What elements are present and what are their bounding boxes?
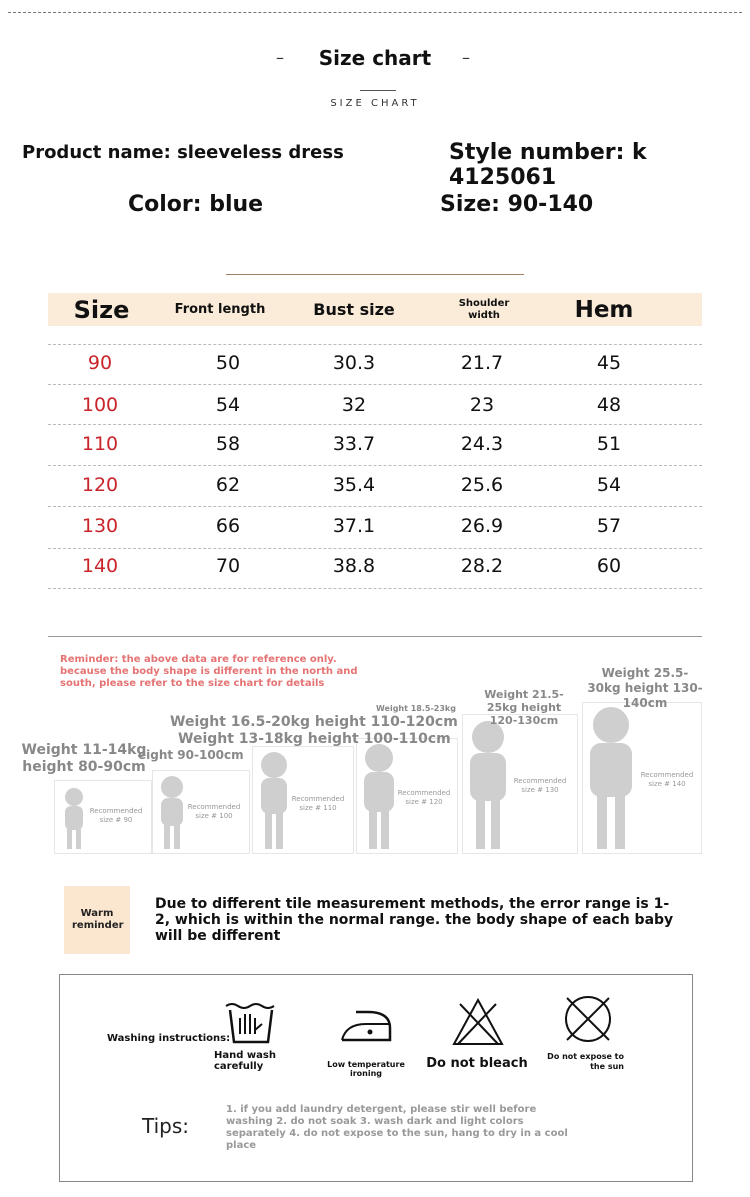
kid-label-110: Weight 16.5-20kg height 110-120cm (170, 714, 458, 730)
kid-card (54, 780, 152, 854)
kid-card (152, 770, 250, 854)
recommended-size: Recommended size # 110 (291, 795, 345, 812)
cell-shoulder-width: 21.7 (460, 352, 504, 374)
cell-size: 100 (81, 394, 119, 416)
header-bust-size: Bust size (313, 300, 395, 319)
cell-size: 120 (81, 474, 119, 496)
warm-reminder-text: Due to different tile measurement methods, the error range is 1-2, which is within the normal range. the body shape of each baby will be different (155, 896, 674, 944)
hand-wash-icon (224, 1000, 278, 1046)
row-divider (48, 465, 702, 466)
hand-wash-label: Hand wash carefully (214, 1050, 276, 1072)
recommended-size: Recommended size # 130 (513, 777, 567, 794)
cell-front-length: 54 (215, 394, 241, 416)
product-size-range: Size: 90-140 (440, 192, 594, 217)
cell-bust-size: 38.8 (332, 555, 376, 577)
tips-label: Tips: (142, 1114, 190, 1138)
row-divider (48, 548, 702, 549)
row-divider (48, 588, 702, 589)
header-size: Size (73, 295, 130, 324)
tips-text: 1. if you add laundry detergent, please stir well before washing 2. do not soak 3. wash dark and light colors separately 4. do not expose to the sun, hang to dry in a cool place (226, 1104, 568, 1151)
cell-hem: 57 (596, 515, 622, 537)
cell-front-length: 66 (215, 515, 241, 537)
kid-label-100: Weight 13-18kg height 100-110cm (178, 731, 451, 747)
kid-label-100-partial: eight 90-100cm (138, 748, 244, 762)
cell-bust-size: 37.1 (332, 515, 376, 537)
kid-card (462, 714, 578, 854)
iron-low-icon (338, 1006, 394, 1046)
cell-hem: 51 (596, 433, 622, 455)
section-divider (226, 274, 524, 275)
washing-instructions-title: Washing instructions: (107, 1033, 231, 1044)
cell-front-length: 62 (215, 474, 241, 496)
cell-bust-size: 33.7 (332, 433, 376, 455)
kid-card (582, 702, 702, 854)
kid-label-130: Weight 21.5-25kg height 120-130cm (484, 688, 564, 727)
cell-bust-size: 35.4 (332, 474, 376, 496)
warm-reminder-badge (64, 886, 130, 954)
no-bleach-icon (452, 998, 504, 1046)
row-divider (48, 384, 702, 385)
recommended-size: Recommended size # 120 (397, 789, 451, 806)
cell-shoulder-width: 25.6 (460, 474, 504, 496)
kid-label-120: Weight 18.5-23kg (376, 704, 456, 713)
cell-shoulder-width: 28.2 (460, 555, 504, 577)
cell-hem: 48 (596, 394, 622, 416)
recommended-size: Recommended size # 100 (187, 803, 241, 820)
recommended-size: Recommended size # 90 (89, 807, 143, 824)
recommended-size: Recommended size # 140 (640, 771, 694, 788)
cell-size: 130 (81, 515, 119, 537)
header-front-length: Front length (174, 302, 266, 317)
cell-size: 110 (81, 433, 119, 455)
cell-hem: 54 (596, 474, 622, 496)
row-divider (48, 424, 702, 425)
cell-shoulder-width: 23 (469, 394, 495, 416)
page-subtitle: SIZE CHART (330, 98, 420, 109)
page-title: Size chart (318, 46, 432, 70)
cell-front-length: 58 (215, 433, 241, 455)
no-sun-label: Do not expose to the sun (547, 1052, 624, 1071)
title-dash-left: – (276, 48, 284, 67)
cell-shoulder-width: 24.3 (460, 433, 504, 455)
no-sun-icon (563, 994, 613, 1044)
kid-label-140: Weight 25.5-30kg height 130-140cm (587, 666, 703, 710)
cell-bust-size: 32 (341, 394, 367, 416)
iron-low-label: Low temperature ironing (327, 1060, 405, 1078)
warm-reminder-label: Warm reminder (72, 908, 124, 931)
cell-size: 90 (87, 352, 113, 374)
cell-hem: 60 (596, 555, 622, 577)
size-table-header (48, 293, 702, 326)
title-dash-right: – (462, 48, 470, 67)
child-silhouette-icon (465, 719, 511, 851)
kid-card (252, 746, 354, 854)
row-divider (48, 344, 702, 345)
cell-shoulder-width: 26.9 (460, 515, 504, 537)
cell-hem: 45 (596, 352, 622, 374)
product-color: Color: blue (128, 192, 264, 217)
section-divider (48, 636, 702, 637)
cell-front-length: 70 (215, 555, 241, 577)
cell-bust-size: 30.3 (332, 352, 376, 374)
style-number: Style number: k 4125061 (449, 140, 647, 190)
top-dashed-line (8, 12, 742, 13)
row-divider (48, 506, 702, 507)
cell-size: 140 (81, 555, 119, 577)
subtitle-rule (360, 90, 396, 91)
header-shoulder-width: Shoulder width (458, 297, 510, 321)
kid-card (356, 738, 458, 854)
child-silhouette-icon (585, 705, 637, 851)
reminder-text: Reminder: the above data are for reference only. because the body shape is different in the north and south, please refer to the size chart for details (60, 654, 358, 689)
product-name: Product name: sleeveless dress (22, 142, 344, 163)
header-hem: Hem (574, 296, 634, 323)
kid-label-90: Weight 11-14kg height 80-90cm (21, 742, 147, 775)
no-bleach-label: Do not bleach (426, 1056, 528, 1071)
cell-front-length: 50 (215, 352, 241, 374)
